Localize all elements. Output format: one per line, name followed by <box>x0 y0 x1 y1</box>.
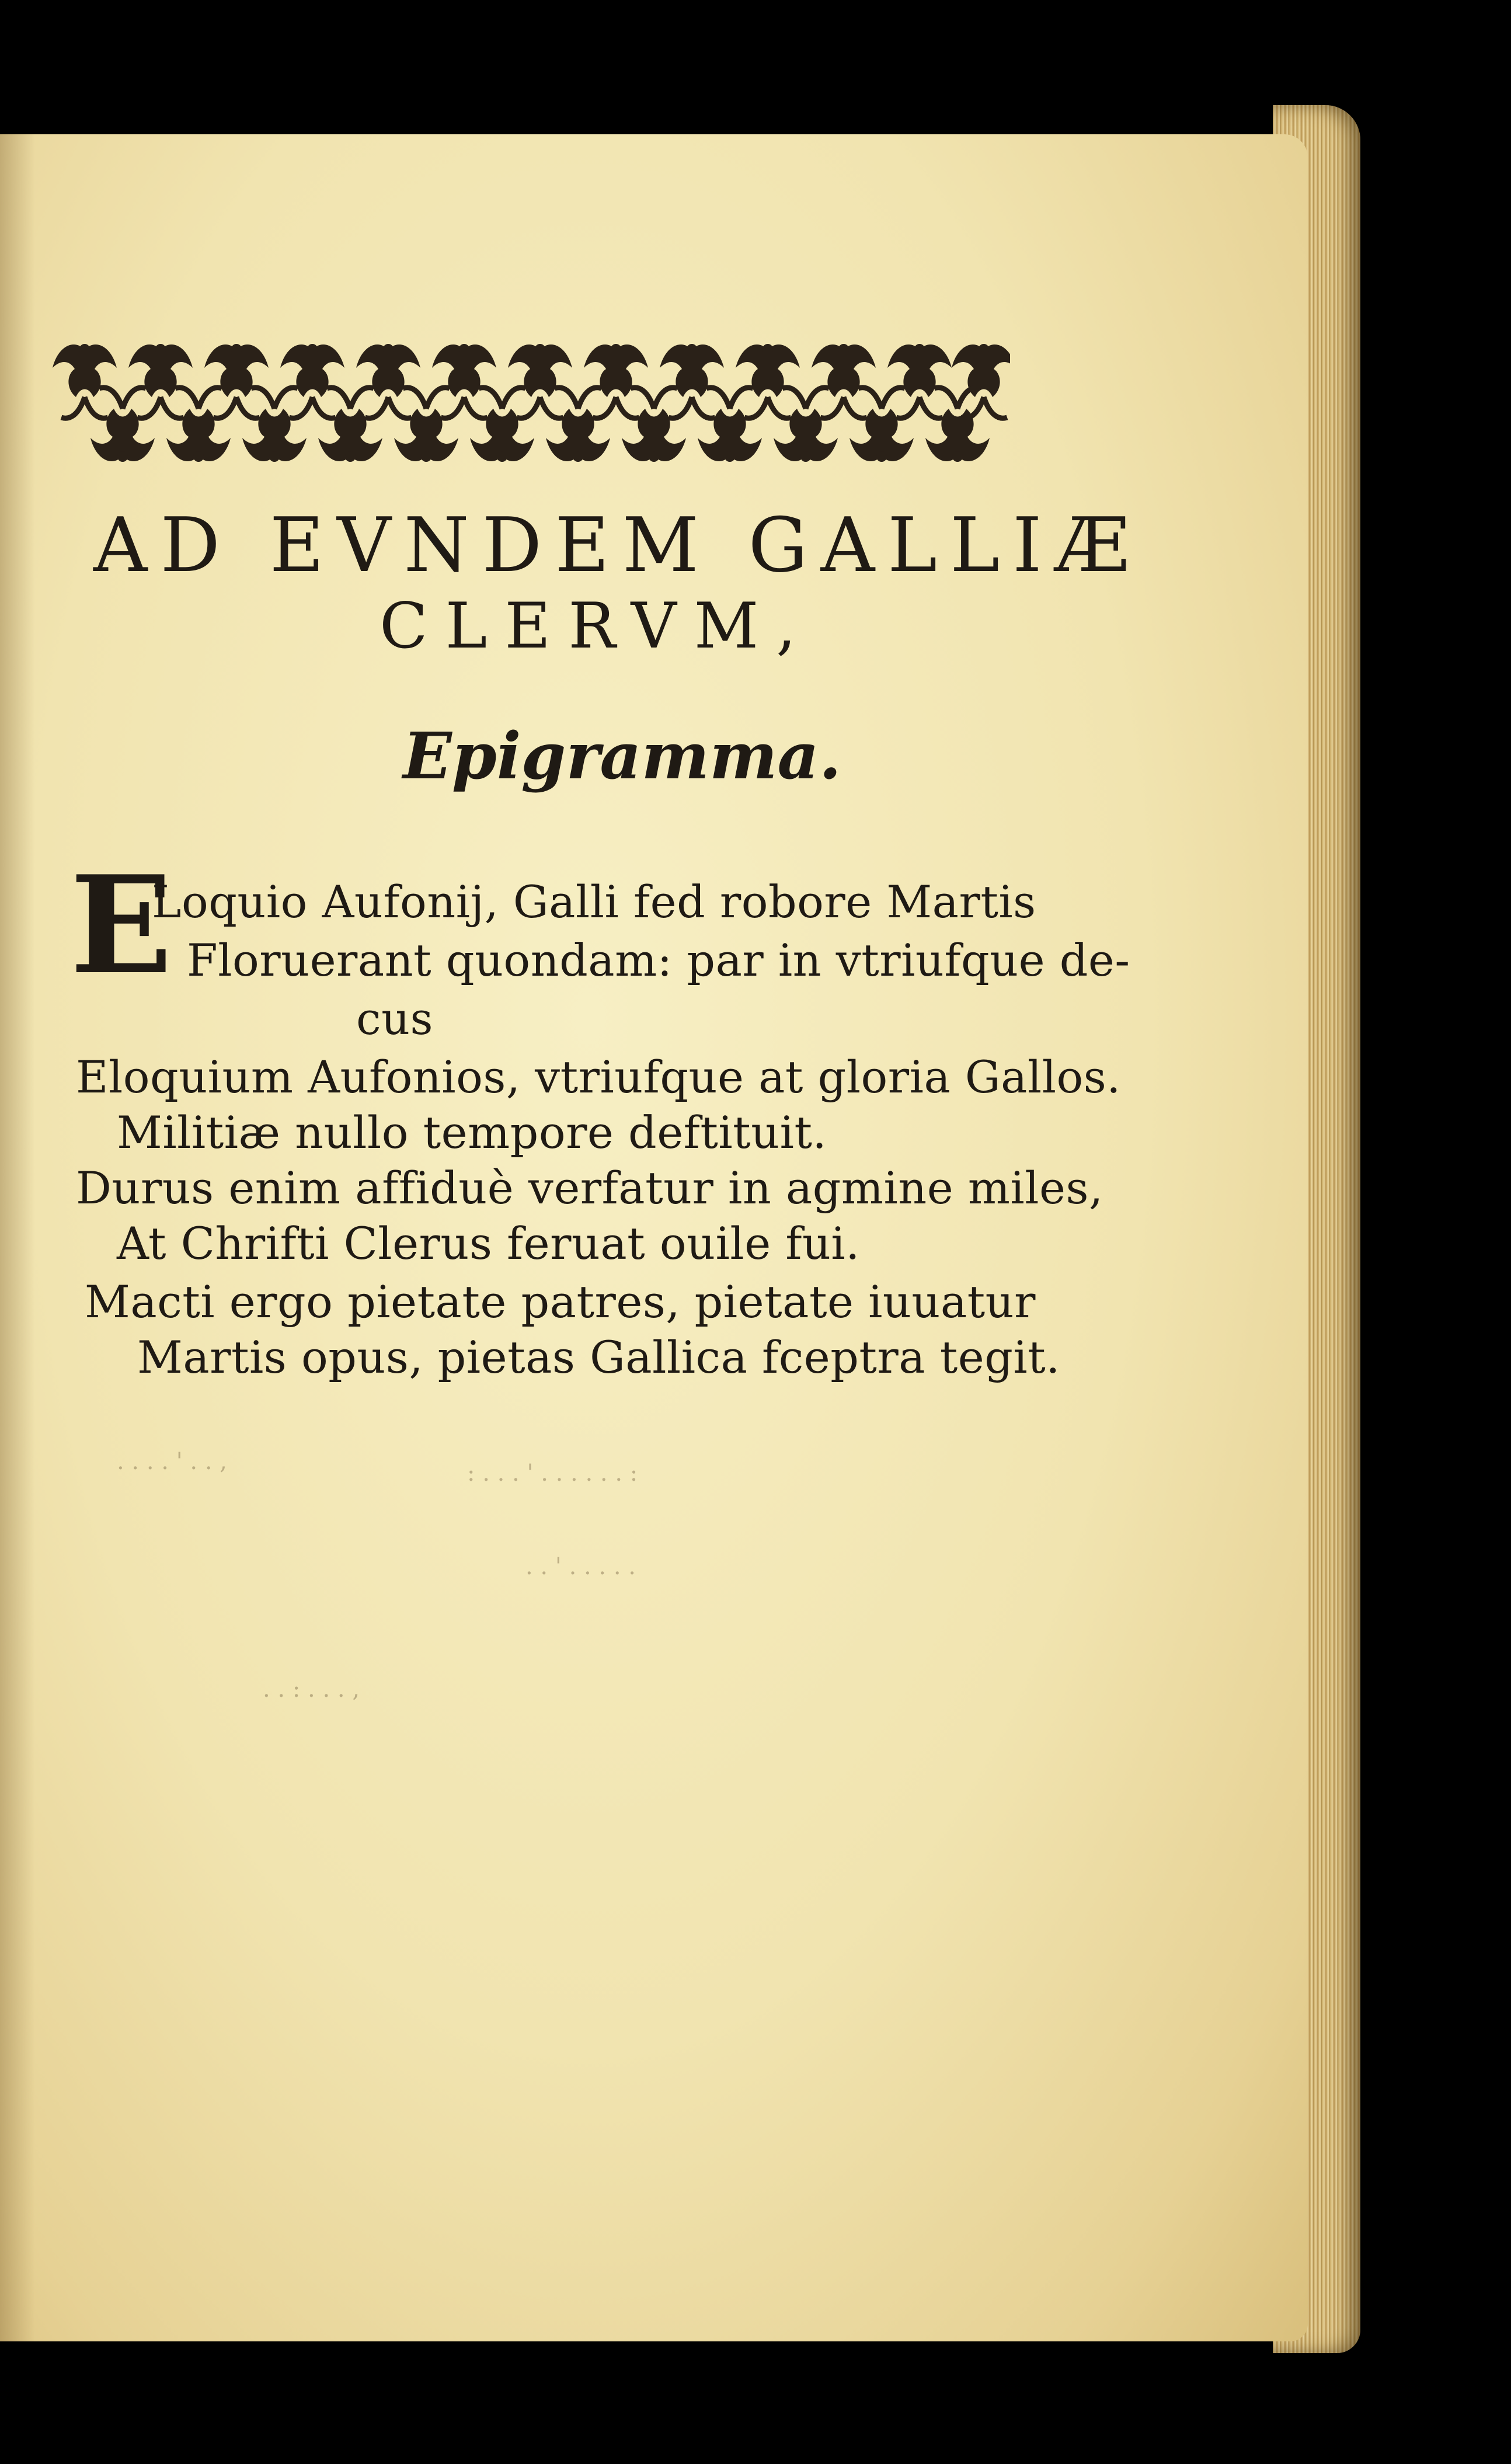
show-through-mark: : . . . ' . . . . . . : <box>467 1460 638 1487</box>
fleuron-ornament-band <box>53 327 1010 473</box>
verse-line-4: Eloquium Aufonios, vtriufque at gloria Gallos. <box>76 1051 1121 1103</box>
verse-line-6: Durus enim affiduè verfatur in agmine miles, <box>76 1162 1103 1214</box>
subtitle-epigramma: Epigramma. <box>403 718 842 794</box>
show-through-mark: . . ' . . . . . <box>525 1553 636 1580</box>
drop-cap-initial: E <box>70 847 173 1004</box>
verse-line-9: Martis opus, pietas Gallica fceptra tegit. <box>137 1331 1060 1383</box>
verse-line-7: At Chrifti Clerus feruat ouile fui. <box>117 1217 860 1269</box>
verse-line-2: Floruerant quondam: par in vtriufque de- <box>187 934 1130 986</box>
heading-line-2: CLERVM, <box>380 590 814 663</box>
heading-line-1: AD EVNDEM GALLIÆ <box>93 502 1143 589</box>
show-through-mark: . . : . . . , <box>263 1676 360 1703</box>
verse-line-8: Macti ergo pietate patres, pietate iuuatur <box>85 1276 1036 1328</box>
verse-line-3: cus <box>356 993 434 1045</box>
page-gutter-shadow <box>0 134 35 2341</box>
verse-line-5: Militiæ nullo tempore deftituit. <box>117 1106 827 1158</box>
show-through-mark: . . . . ' . . , <box>117 1448 228 1475</box>
verse-line-1: Loquio Aufonij, Galli fed robore Martis <box>152 876 1036 928</box>
